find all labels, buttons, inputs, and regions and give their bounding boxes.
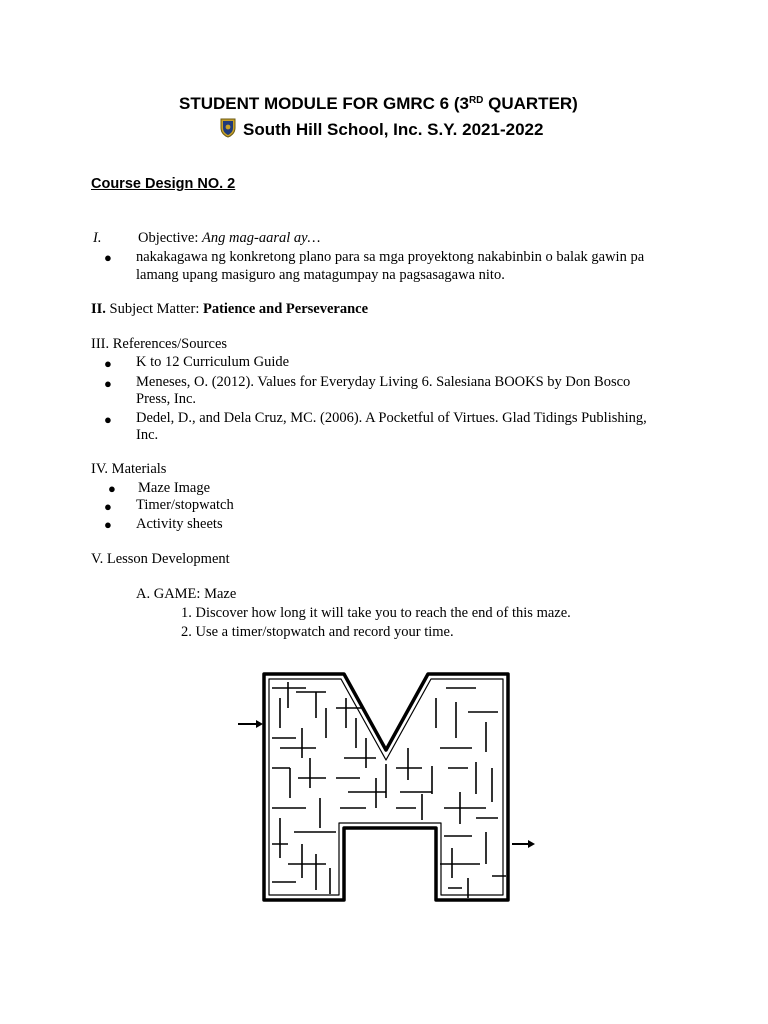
bullet-icon: ●: [104, 499, 112, 514]
school-seal-icon: [220, 118, 236, 138]
bullet-icon: ●: [104, 356, 112, 371]
exit-arrow-icon: [512, 840, 535, 848]
objective-line-2: lamang upang masiguro ang matagumpay na pagsasagawa nito.: [136, 267, 505, 283]
objective-label: Objective: Ang mag-aaral ay…: [138, 230, 321, 246]
bullet-icon: ●: [104, 517, 112, 532]
course-design-heading: Course Design NO. 2: [91, 176, 236, 192]
objective-numeral: I.: [93, 230, 102, 246]
references-heading: III. References/Sources: [91, 336, 228, 352]
game-step: 2. Use a timer/stopwatch and record your time.: [181, 624, 454, 640]
material-item: Timer/stopwatch: [136, 497, 234, 513]
subject-matter: II. Subject Matter: Patience and Perseverance: [91, 301, 369, 317]
letter-m-maze-image: [236, 668, 536, 918]
school-name: South Hill School, Inc. S.Y. 2021-2022: [243, 120, 544, 139]
reference-item-cont: Press, Inc.: [136, 391, 197, 407]
bullet-icon: ●: [104, 412, 112, 427]
module-title: STUDENT MODULE FOR GMRC 6 (3RD QUARTER): [179, 94, 578, 113]
materials-heading: IV. Materials: [91, 461, 167, 477]
reference-item: K to 12 Curriculum Guide: [136, 354, 290, 370]
game-label: A. GAME: Maze: [136, 586, 237, 602]
reference-item: Dedel, D., and Dela Cruz, MC. (2006). A Pocketful of Virtues. Glad Tidings Publishing,: [136, 410, 647, 426]
material-item: Activity sheets: [136, 516, 223, 532]
reference-item: Meneses, O. (2012). Values for Everyday Living 6. Salesiana BOOKS by Don Bosco: [136, 374, 631, 390]
entry-arrow-icon: [238, 720, 263, 728]
reference-item-cont: Inc.: [136, 427, 159, 443]
objective-line-1: nakakagawa ng konkretong plano para sa mga proyektong nakabinbin o balak gawin pa: [136, 249, 645, 265]
material-item: Maze Image: [138, 480, 211, 496]
game-step: 1. Discover how long it will take you to reach the end of this maze.: [181, 605, 571, 621]
lesson-heading: V. Lesson Development: [91, 551, 230, 567]
bullet-icon: ●: [104, 250, 112, 265]
bullet-icon: ●: [104, 376, 112, 391]
bullet-icon: ●: [108, 481, 116, 496]
